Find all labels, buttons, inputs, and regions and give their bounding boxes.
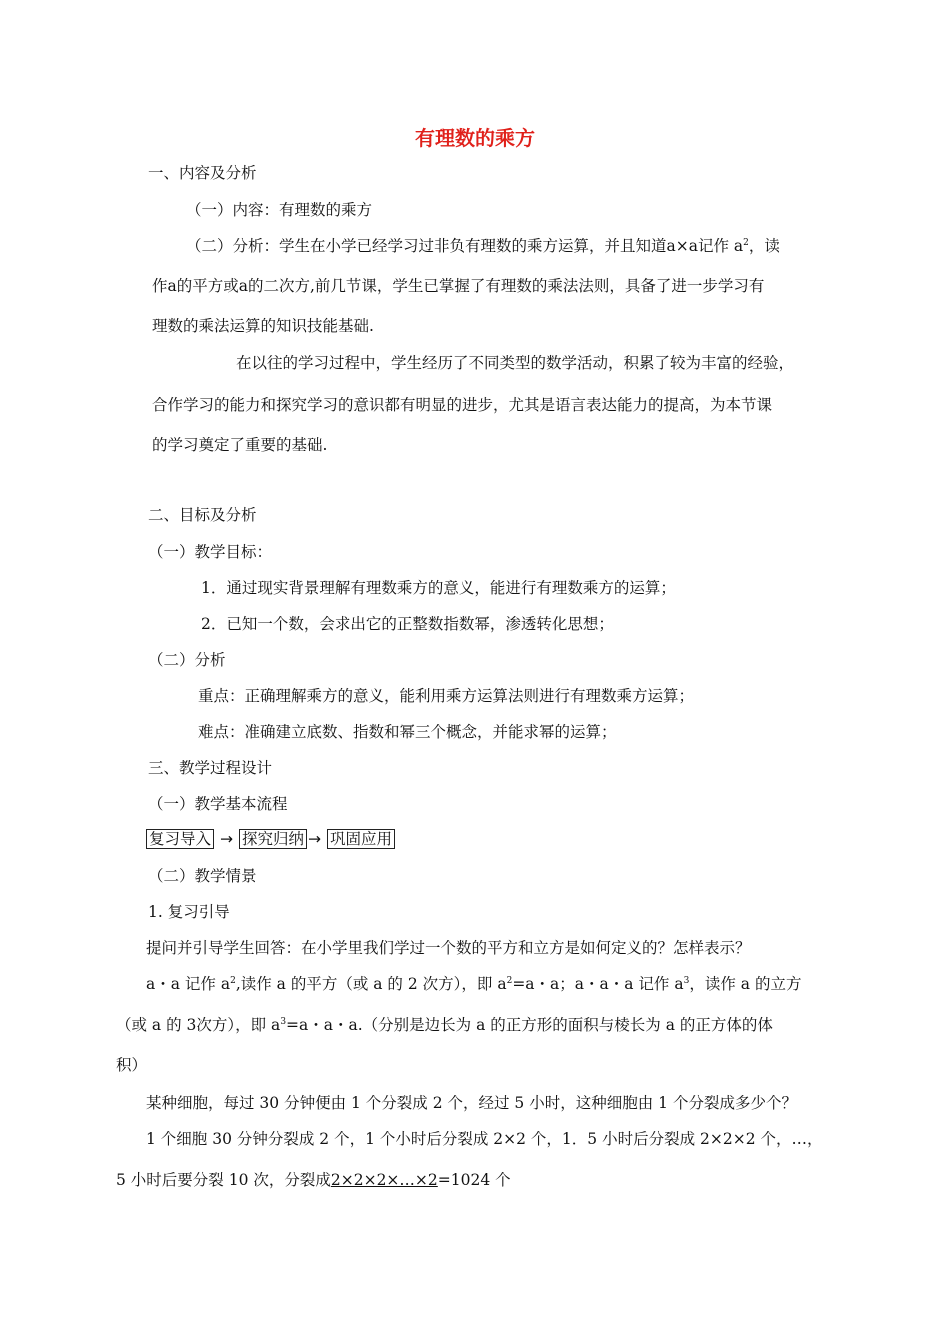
scene-heading: （二）教学情景 (148, 867, 257, 885)
cell-answer-line-1: 1 个细胞 30 分钟分裂成 2 个，1 个小时后分裂成 2×2 个，1．5 小时后分裂成 2×2×2 个，…， (146, 1130, 823, 1148)
goals-heading: （一）教学目标： (148, 543, 273, 561)
analysis-line-2: 作a的平方或a的二次方,前几节课，学生已掌握了有理数的乘法法则，具备了进一步学习有 (152, 277, 765, 295)
arrow-icon: → (220, 830, 234, 848)
content-line: （一）内容：有理数的乘方 (186, 201, 373, 219)
flow-diagram (146, 829, 395, 849)
goal-2: 2．已知一个数，会求出它的正整数指数幂，渗透转化思想； (201, 615, 614, 633)
para2-line-3: 的学习奠定了重要的基础. (152, 436, 328, 454)
section-1-heading: 一、内容及分析 (148, 164, 257, 182)
analysis-line-1: （二）分析：学生在小学已经学习过非负有理数的乘方运算，并且知道a×a记作 $a^2$，读 (186, 237, 780, 255)
analysis-line-3: 理数的乘法运算的知识技能基础. (152, 317, 374, 335)
para2-line-1: 在以往的学习过程中，学生经历了不同类型的数学活动，积累了较为丰富的经验， (236, 354, 795, 372)
definition-line-2: （或 a 的 3次方），即 $a^3=a$・a・a.（分别是边长为 a 的正方形的面积与棱长为 a 的正方体的体 (116, 1016, 773, 1034)
cell-answer-line-2: 5 小时后要分裂 10 次，分裂成2×2×2×…×2=1024 个 (116, 1171, 511, 1189)
arrow-icon: → (308, 830, 322, 848)
difficulty: 难点：准确建立底数、指数和幂三个概念，并能求幂的运算； (198, 723, 617, 741)
section-2-heading: 二、目标及分析 (148, 506, 257, 524)
definition-line-1: a・a 记作 $a^2$,读作 a 的平方（或 a 的 2 次方），即 $a^2=a$・a；a・a・a 记作 $a^3$，读作 a 的立方 (146, 975, 802, 993)
review-heading: 1. 复习引导 (148, 903, 230, 921)
flow-step-1: 复习导入 (146, 829, 214, 849)
goal-1: 1．通过现实背景理解有理数乘方的意义，能进行有理数乘方的运算； (201, 579, 676, 597)
question-line: 提问并引导学生回答：在小学里我们学过一个数的平方和立方是如何定义的？怎样表示？ (146, 939, 751, 957)
flow-step-2: 探究归纳 (239, 829, 307, 849)
key-point: 重点：正确理解乘方的意义，能利用乘方运算法则进行有理数乘方运算； (198, 687, 695, 705)
cell-question: 某种细胞，每过 30 分钟便由 1 个分裂成 2 个，经过 5 小时，这种细胞由 1 个分裂成多少个？ (146, 1094, 797, 1112)
flow-heading: （一）教学基本流程 (148, 795, 288, 813)
page-title: 有理数的乘方 (415, 126, 535, 150)
definition-line-3: 积） (116, 1056, 148, 1074)
section-3-heading: 三、教学过程设计 (148, 759, 273, 777)
flow-step-3: 巩固应用 (327, 829, 395, 849)
para2-line-2: 合作学习的能力和探究学习的意识都有明显的进步，尤其是语言表达能力的提高，为本节课 (152, 396, 773, 414)
analysis-heading: （二）分析 (148, 651, 226, 669)
